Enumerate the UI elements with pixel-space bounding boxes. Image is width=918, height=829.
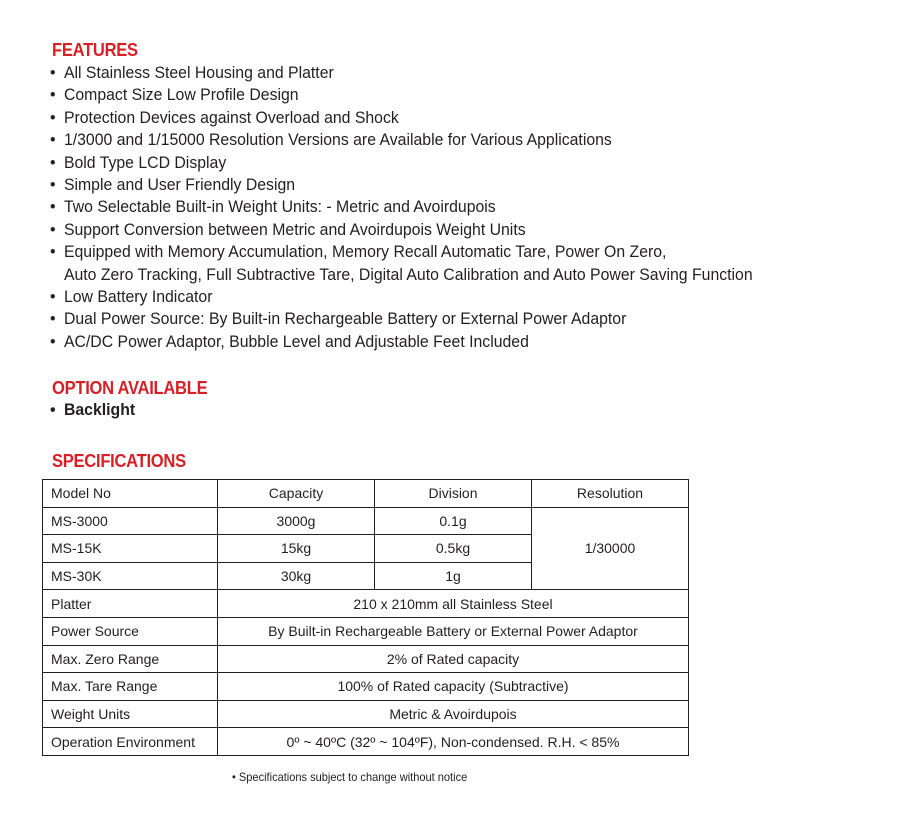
capacity-cell: 30kg xyxy=(218,562,375,590)
feature-item: • AC/DC Power Adaptor, Bubble Level and Adjustable Feet Included xyxy=(50,331,753,353)
spec-label: Platter xyxy=(43,590,218,618)
feature-item-continuation: Auto Zero Tracking, Full Subtractive Tare, Digital Auto Calibration and Auto Power Saving Function xyxy=(63,264,753,284)
division-cell: 0.5kg xyxy=(375,535,532,563)
model-cell: MS-30K xyxy=(43,562,218,590)
table-row xyxy=(43,507,689,535)
resolution-cell: 1/30000 xyxy=(532,507,689,590)
spec-value: 0º ~ 40ºC (32º ~ 104ºF), Non-condensed. R.H. < 85% xyxy=(218,728,689,756)
specifications-note: • Specifications subject to change without notice xyxy=(232,770,468,784)
capacity-cell: 3000g xyxy=(218,507,375,535)
feature-item: • Simple and User Friendly Design xyxy=(50,174,753,196)
header-model: Model No xyxy=(43,480,218,508)
spec-label: Max. Tare Range xyxy=(43,673,218,701)
division-cell: 0.1g xyxy=(375,507,532,535)
table-row xyxy=(43,673,689,701)
model-cell: MS-3000 xyxy=(43,507,218,535)
spec-value: 100% of Rated capacity (Subtractive) xyxy=(218,673,689,701)
header-division: Division xyxy=(375,480,532,508)
option-item: • Backlight xyxy=(50,399,135,421)
table-row xyxy=(43,645,689,673)
spec-label: Power Source xyxy=(43,617,218,645)
spec-value: Metric & Avoirdupois xyxy=(218,700,689,728)
spec-value: 2% of Rated capacity xyxy=(218,645,689,673)
options-heading: OPTION AVAILABLE xyxy=(52,378,208,398)
header-resolution: Resolution xyxy=(532,480,689,508)
feature-item: • Dual Power Source: By Built-in Rechargeable Battery or External Power Adaptor xyxy=(50,308,753,330)
feature-item: • Support Conversion between Metric and Avoirdupois Weight Units xyxy=(50,219,753,241)
feature-item: • Protection Devices against Overload and Shock xyxy=(50,107,753,129)
feature-item: • Equipped with Memory Accumulation, Memory Recall Automatic Tare, Power On Zero, xyxy=(50,241,753,263)
specifications-heading: SPECIFICATIONS xyxy=(52,451,186,471)
spec-value: 210 x 210mm all Stainless Steel xyxy=(218,590,689,618)
spec-label: Max. Zero Range xyxy=(43,645,218,673)
model-cell: MS-15K xyxy=(43,535,218,563)
table-row xyxy=(43,728,689,756)
table-row xyxy=(43,700,689,728)
feature-item: • Compact Size Low Profile Design xyxy=(50,84,753,106)
capacity-cell: 15kg xyxy=(218,535,375,563)
feature-item: • Low Battery Indicator xyxy=(50,286,753,308)
spec-value: By Built-in Rechargeable Battery or External Power Adaptor xyxy=(218,617,689,645)
feature-item: • All Stainless Steel Housing and Platter xyxy=(50,62,753,84)
table-row xyxy=(43,590,689,618)
features-heading: FEATURES xyxy=(52,40,138,60)
specifications-table xyxy=(42,479,689,756)
spec-label: Operation Environment xyxy=(43,728,218,756)
options-list xyxy=(50,399,142,421)
spec-label: Weight Units xyxy=(43,700,218,728)
table-header-row xyxy=(43,480,689,508)
feature-item: • 1/3000 and 1/15000 Resolution Versions are Available for Various Applications xyxy=(50,129,753,151)
table-row xyxy=(43,617,689,645)
feature-item: • Bold Type LCD Display xyxy=(50,152,753,174)
header-capacity: Capacity xyxy=(218,480,375,508)
feature-item: • Two Selectable Built-in Weight Units: - Metric and Avoirdupois xyxy=(50,196,753,218)
division-cell: 1g xyxy=(375,562,532,590)
features-list xyxy=(50,62,806,353)
